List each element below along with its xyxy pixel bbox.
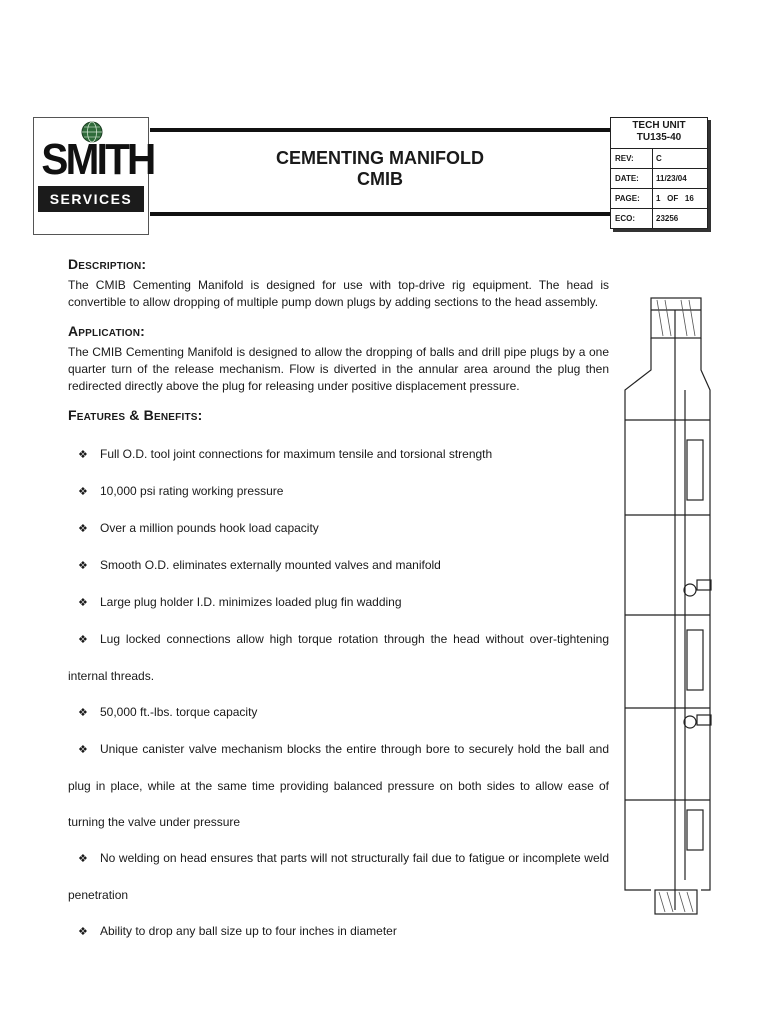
manifold-drawing — [615, 290, 725, 920]
tech-row-label: ECO: — [611, 209, 653, 228]
diamond-bullet-icon: ❖ — [78, 449, 88, 461]
feature-item — [68, 436, 609, 473]
feature-item — [68, 621, 609, 694]
application-heading: Application: — [68, 323, 145, 339]
diamond-bullet-icon: ❖ — [78, 634, 88, 646]
feature-text: Full O.D. tool joint connections for maximum tensile and torsional strength — [100, 447, 493, 461]
tech-unit-heading — [611, 118, 707, 149]
feature-item — [68, 731, 609, 840]
feature-item — [68, 584, 609, 621]
header-rule-top — [150, 128, 610, 132]
tech-unit-table — [610, 117, 708, 229]
feature-item — [68, 694, 609, 731]
feature-item — [68, 473, 609, 510]
logo-subtitle: SERVICES — [38, 186, 144, 212]
tech-row-value: C — [656, 154, 662, 163]
description-text: The CMIB Cementing Manifold is designed for use with top-drive rig equipment. The head is convertible to allow dropping of multiple pump down plugs by adding sections to the head assembly. — [68, 278, 609, 309]
diamond-bullet-icon: ❖ — [78, 523, 88, 535]
feature-text: No welding on head ensures that parts will not structurally fail due to fatigue or incomplete weld penetration — [68, 851, 609, 902]
feature-text: 50,000 ft.-lbs. torque capacity — [100, 705, 258, 719]
feature-text: Large plug holder I.D. minimizes loaded plug fin wadding — [100, 595, 402, 609]
tech-unit-label: TECH UNIT — [632, 120, 686, 131]
feature-text: Smooth O.D. eliminates externally mounted valves and manifold — [100, 558, 441, 572]
tech-row-page — [611, 189, 707, 209]
feature-item — [68, 840, 609, 913]
description-heading: Description: — [68, 256, 147, 272]
diamond-bullet-icon: ❖ — [78, 597, 88, 609]
feature-text: 10,000 psi rating working pressure — [100, 484, 284, 498]
diamond-bullet-icon: ❖ — [78, 926, 88, 938]
tech-unit-number: TU135-40 — [636, 132, 682, 143]
feature-text: Unique canister valve mechanism blocks the entire through bore to securely hold the ball and plug in place, while at the same time providing balanced pressure on both sides to allow ease of turning the valve under pressure — [68, 742, 609, 829]
feature-item — [68, 510, 609, 547]
feature-item — [68, 913, 609, 950]
logo-wordmark: SMITH — [41, 135, 154, 184]
features-list — [68, 436, 609, 950]
tech-row-value: 11/23/04 — [656, 174, 687, 183]
tech-row-value: 1 OF 16 — [656, 194, 694, 203]
company-logo — [33, 117, 154, 235]
feature-text: Lug locked connections allow high torque rotation through the head without over-tightening internal threads. — [68, 632, 609, 683]
application-text: The CMIB Cementing Manifold is designed to allow the dropping of balls and drill pipe plugs by a one quarter turn of the release mechanism. Flow is diverted in the annular area around the plug then redirected directly above the plug for releasing under positive displacement pressure. — [68, 345, 609, 393]
feature-item — [68, 547, 609, 584]
diamond-bullet-icon: ❖ — [78, 486, 88, 498]
tech-row-date — [611, 169, 707, 189]
diamond-bullet-icon: ❖ — [78, 853, 88, 865]
page-title — [150, 148, 610, 190]
features-heading: Features & Benefits: — [68, 407, 203, 423]
diamond-bullet-icon: ❖ — [78, 560, 88, 572]
feature-text: Ability to drop any ball size up to four inches in diameter — [100, 924, 397, 938]
tech-row-label: DATE: — [611, 169, 653, 188]
tech-row-label: PAGE: — [611, 189, 653, 208]
document-body — [68, 256, 609, 950]
tech-row-value: 23256 — [656, 214, 679, 223]
feature-text: Over a million pounds hook load capacity — [100, 521, 319, 535]
diamond-bullet-icon: ❖ — [78, 707, 88, 719]
header-rule-bottom — [150, 212, 610, 216]
diamond-bullet-icon: ❖ — [78, 744, 88, 756]
tech-row-eco — [611, 209, 707, 228]
title-line-1: CEMENTING MANIFOLD — [276, 148, 484, 168]
title-line-2: CMIB — [357, 169, 403, 189]
tech-row-rev — [611, 149, 707, 169]
tech-row-label: REV: — [611, 149, 653, 168]
